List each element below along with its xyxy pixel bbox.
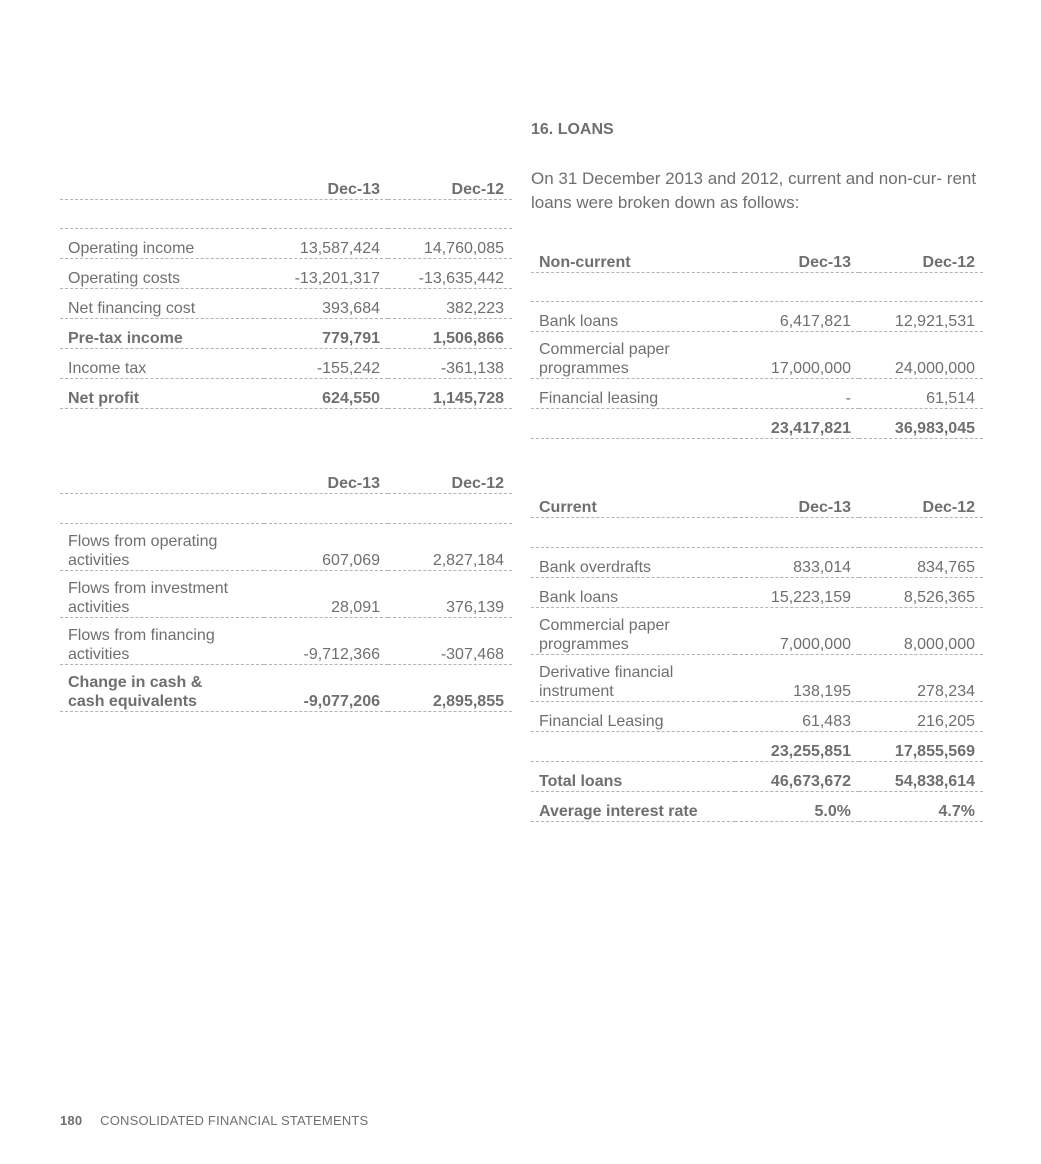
row-dec13: - [735, 378, 859, 408]
row-dec13: 23,417,821 [735, 408, 859, 438]
page-footer [60, 1113, 368, 1128]
row-label: Bank loans [531, 301, 735, 331]
cashflow-table-header [60, 464, 512, 493]
row-dec13: 6,417,821 [735, 301, 859, 331]
row-label [60, 523, 264, 570]
row-dec12: 278,234 [859, 654, 983, 701]
row-dec12: 382,223 [388, 288, 512, 318]
row-dec13: 138,195 [735, 654, 859, 701]
table-row [531, 547, 983, 577]
row-dec12: 54,838,614 [859, 761, 983, 791]
row-dec13: 7,000,000 [735, 607, 859, 654]
row-label [531, 331, 735, 378]
row-dec12: 216,205 [859, 701, 983, 731]
row-label-line1: Flows from investment [68, 579, 229, 597]
row-dec13: 46,673,672 [735, 761, 859, 791]
row-dec13: 607,069 [264, 523, 388, 570]
header-label: Non-current [531, 243, 735, 272]
row-label: Average interest rate [531, 791, 735, 821]
row-dec12: 2,827,184 [388, 523, 512, 570]
row-label [531, 654, 735, 701]
spacer-row [60, 199, 512, 228]
row-label-line2: cash equivalents [68, 692, 197, 710]
row-label: Operating income [60, 228, 264, 258]
table-row [60, 228, 512, 258]
row-dec12: -307,468 [388, 617, 512, 664]
noncurrent-loans-table [531, 243, 983, 439]
header-label [60, 464, 264, 493]
row-label-line2: activities [68, 551, 130, 569]
row-label-line2: programmes [539, 635, 629, 653]
income-table-header [60, 170, 512, 199]
row-label-line1: Commercial paper [539, 340, 670, 358]
row-dec12: 8,526,365 [859, 577, 983, 607]
row-label: Financial leasing [531, 378, 735, 408]
table-row [60, 318, 512, 348]
row-dec13: 28,091 [264, 570, 388, 617]
spacer-row [60, 493, 512, 523]
row-dec12: 4.7% [859, 791, 983, 821]
table-row [60, 348, 512, 378]
table-row [531, 577, 983, 607]
table-row [531, 607, 983, 654]
row-dec13: 624,550 [264, 378, 388, 408]
row-dec12: 14,760,085 [388, 228, 512, 258]
row-dec13: 61,483 [735, 701, 859, 731]
row-dec13: 23,255,851 [735, 731, 859, 761]
header-dec13: Dec-13 [735, 488, 859, 517]
table-row [531, 701, 983, 731]
cashflow-table [60, 464, 512, 712]
table-row [531, 301, 983, 331]
row-dec12: 36,983,045 [859, 408, 983, 438]
total-row [531, 408, 983, 438]
row-dec12: 17,855,569 [859, 731, 983, 761]
row-label-line1: Change in cash & [68, 673, 203, 691]
row-label-line1: Derivative financial [539, 663, 674, 681]
row-label: Operating costs [60, 258, 264, 288]
section-title: 16. LOANS [531, 121, 614, 138]
row-label: Financial Leasing [531, 701, 735, 731]
row-dec12: -361,138 [388, 348, 512, 378]
income-table [60, 170, 512, 409]
total-loans-row [531, 761, 983, 791]
row-label [531, 607, 735, 654]
spacer-row [531, 272, 983, 301]
table-row [60, 258, 512, 288]
row-label [60, 664, 264, 711]
header-dec12: Dec-12 [388, 170, 512, 199]
header-dec13: Dec-13 [735, 243, 859, 272]
header-dec13: Dec-13 [264, 464, 388, 493]
row-dec13: 393,684 [264, 288, 388, 318]
subtotal-row [531, 731, 983, 761]
row-dec13: -9,077,206 [264, 664, 388, 711]
current-loans-table [531, 488, 983, 822]
spacer-row [531, 517, 983, 547]
table-row [531, 654, 983, 701]
row-dec12: 61,514 [859, 378, 983, 408]
row-label: Net profit [60, 378, 264, 408]
avg-interest-row [531, 791, 983, 821]
table-row [531, 378, 983, 408]
header-dec12: Dec-12 [388, 464, 512, 493]
row-label [531, 408, 735, 438]
table-row [531, 331, 983, 378]
row-label-line1: Flows from operating [68, 532, 218, 550]
row-dec12: 1,145,728 [388, 378, 512, 408]
header-dec12: Dec-12 [859, 488, 983, 517]
row-label-line2: activities [68, 645, 130, 663]
header-label: Current [531, 488, 735, 517]
row-label: Pre-tax income [60, 318, 264, 348]
current-header [531, 488, 983, 517]
row-dec12: 2,895,855 [388, 664, 512, 711]
row-label [60, 570, 264, 617]
table-row [60, 617, 512, 664]
row-dec12: 376,139 [388, 570, 512, 617]
row-dec12: 1,506,866 [388, 318, 512, 348]
row-label [60, 617, 264, 664]
table-row [60, 570, 512, 617]
row-dec13: -13,201,317 [264, 258, 388, 288]
noncurrent-header [531, 243, 983, 272]
table-row [60, 288, 512, 318]
table-row [60, 378, 512, 408]
header-label [60, 170, 264, 199]
row-dec13: 15,223,159 [735, 577, 859, 607]
row-dec12: 12,921,531 [859, 301, 983, 331]
row-dec12: 8,000,000 [859, 607, 983, 654]
row-dec13: -155,242 [264, 348, 388, 378]
row-label [531, 731, 735, 761]
table-row [60, 664, 512, 711]
header-dec13: Dec-13 [264, 170, 388, 199]
row-label: Bank overdrafts [531, 547, 735, 577]
section-intro: On 31 December 2013 and 2012, current and non-cur- rent loans were broken down as follows: [531, 169, 977, 212]
table-row [60, 523, 512, 570]
row-dec12: 834,765 [859, 547, 983, 577]
row-label-line2: programmes [539, 359, 629, 377]
row-label-line2: instrument [539, 682, 614, 700]
row-dec13: 17,000,000 [735, 331, 859, 378]
row-dec13: 833,014 [735, 547, 859, 577]
row-label: Bank loans [531, 577, 735, 607]
row-label-line1: Flows from financing [68, 626, 215, 644]
row-dec13: -9,712,366 [264, 617, 388, 664]
row-dec13: 5.0% [735, 791, 859, 821]
footer-section: CONSOLIDATED FINANCIAL STATEMENTS [100, 1113, 369, 1128]
row-dec13: 779,791 [264, 318, 388, 348]
row-label: Net financing cost [60, 288, 264, 318]
row-label-line2: activities [68, 598, 130, 616]
row-label: Total loans [531, 761, 735, 791]
row-label: Income tax [60, 348, 264, 378]
row-dec13: 13,587,424 [264, 228, 388, 258]
header-dec12: Dec-12 [859, 243, 983, 272]
row-dec12: -13,635,442 [388, 258, 512, 288]
row-label-line1: Commercial paper [539, 616, 670, 634]
page-number: 180 [60, 1113, 83, 1128]
row-dec12: 24,000,000 [859, 331, 983, 378]
